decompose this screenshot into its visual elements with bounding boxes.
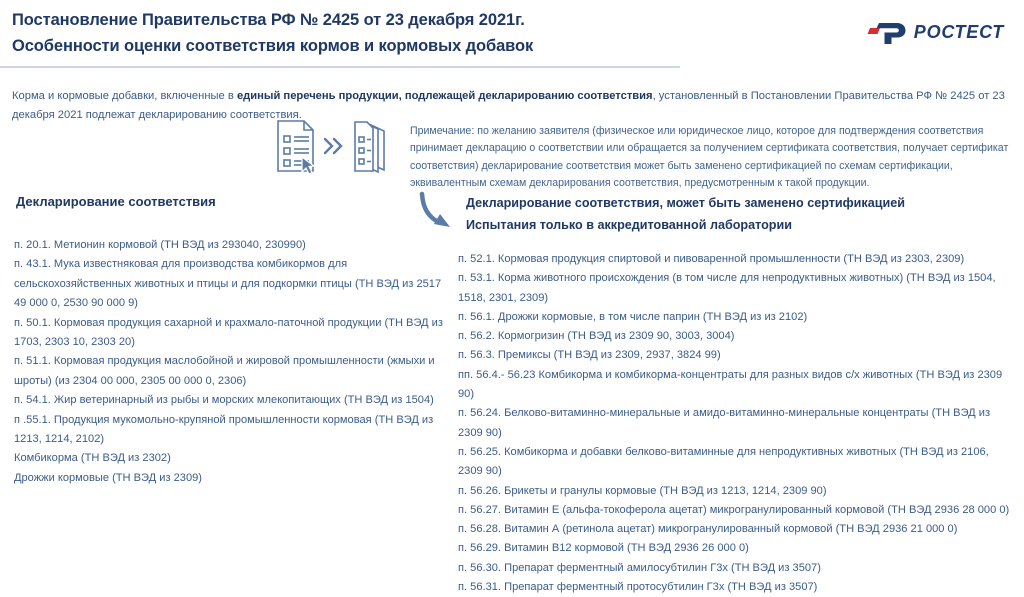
column-heading-right-line-1: Декларирование соответствия, может быть заменено сертификацией xyxy=(466,196,905,210)
list-item: п. 50.1. Кормовая продукция сахарной и крахмало-паточной продукции (ТН ВЭД из 1703, 2303 10, 2303 20) xyxy=(14,316,443,349)
document-flow-icons xyxy=(272,115,402,182)
list-item: п. 54.1. Жир ветеринарный из рыбы и морских млекопитающих (ТН ВЭД из 1504) xyxy=(14,394,434,407)
intro-emphasis: единый перечень продукции, подлежащей декларированию соответствия xyxy=(236,90,653,103)
intro-part-1: Корма и кормовые добавки, включенные в xyxy=(12,90,237,103)
list-item: п. 43.1. Мука известняковая для производства комбикормов для сельскохозяйственных животных и птицы и для подкормки птицы (ТН ВЭД из 2517 49 000 0, 2530 90 000 9) xyxy=(14,258,442,310)
logo-wordmark: РОСТЕСТ xyxy=(913,21,1004,42)
rostest-logo xyxy=(867,12,1004,52)
slide-header xyxy=(0,0,1024,66)
list-item: п. 56.29. Витамин В12 кормовой (ТН ВЭД 2936 26 000 0) xyxy=(458,542,749,555)
declaration-list-right xyxy=(458,250,1014,597)
list-item: Комбикорма (ТН ВЭД из 2302) xyxy=(14,452,171,465)
checklist-document-icon xyxy=(278,121,314,174)
list-item: п. 56.26. Брикеты и гранулы кормовые (ТН ВЭД из 1213, 1214, 2309 90) xyxy=(458,484,827,497)
list-item: п. 56.25. Комбикорма и добавки белково-витаминные для непродуктивных животных (ТН ВЭД из 2106, 2309 90) xyxy=(458,445,989,478)
list-item: п. 56.1. Дрожжи кормовые, в том числе паприн (ТН ВЭД из из 2102) xyxy=(458,310,808,323)
list-item: п .55.1. Продукция мукомольно-крупяной промышленности кормовая (ТН ВЭД из 1213, 1214, 2102) xyxy=(14,413,434,446)
double-chevron-right-icon xyxy=(325,139,341,153)
column-heading-right xyxy=(466,192,1006,236)
list-item: п. 53.1. Корма животного происхождения (в том числе для непродуктивных животных) (ТН ВЭД из 1504, 1518, 2301, 2309) xyxy=(458,272,996,304)
page-title xyxy=(12,7,712,59)
title-line-2: Особенности оценки соответствия кормов и кормовых добавок xyxy=(12,37,534,55)
list-item: п. 56.31. Препарат ферментный протосубтилин Г3х (ТН ВЭД из 3507) xyxy=(458,581,818,594)
declaration-list-left xyxy=(14,236,446,488)
list-item: п. 56.2. Кормогризин (ТН ВЭД из 2309 90, 3003, 3004) xyxy=(458,330,735,343)
rostest-p-mark-icon xyxy=(867,17,907,47)
title-line-1: Постановление Правительства РФ № 2425 от 23 декабря 2021г. xyxy=(12,11,525,29)
list-item: п. 56.3. Премиксы (ТН ВЭД из 2309, 2937, 3824 99) xyxy=(458,349,721,362)
list-item: п. 56.24. Белково-витаминно-минеральные и амидо-витаминно-минеральные концентраты (ТН ВЭД из 2309 90) xyxy=(458,407,991,439)
list-item: Дрожжи кормовые (ТН ВЭД из 2309) xyxy=(14,471,202,484)
column-heading-left: Декларирование соответствия xyxy=(16,194,216,209)
stacked-documents-icon xyxy=(355,122,384,172)
list-item: п. 56.28. Витамин А (ретинола ацетат) микрогранулированный кормовой (ТН ВЭД 2936 21 000 0) xyxy=(458,523,958,536)
list-item: пп. 56.4.- 56.23 Комбикорма и комбикорма-концентраты для разных видов с/х животных (ТН ВЭД из 2309 90) xyxy=(458,368,1003,401)
list-item: п. 20.1. Метионин кормовой (ТН ВЭД из 293040, 230990) xyxy=(14,239,306,251)
column-heading-right-line-2: Испытания только в аккредитованной лаборатории xyxy=(466,218,792,232)
header-divider xyxy=(0,66,680,68)
note-text: Примечание: по желанию заявителя (физическое или юридическое лицо, которое для подтверждения соответствия принимает декларацию о соответствии или обращается за получением сертификата соответствия, получает сертификат соответствия) декларирование соответствия может быть заменено сертификацией по схемам сертификации, эквивалентным схемам декларирования соответствия, предусмотренным к такой продукции. xyxy=(410,124,1009,190)
list-item: п. 56.30. Препарат ферментный амилосубтилин Г3х (ТН ВЭД из 3507) xyxy=(458,561,821,574)
list-item: п. 51.1. Кормовая продукция маслобойной и жировой промышленности (жмыхи и шроты) (из 2304 00 000, 2305 00 000 0, 2306) xyxy=(14,355,435,387)
list-item: п. 56.27. Витамин Е (альфа-токоферола ацетат) микрогранулированный кормовой (ТН ВЭД 2936 28 000 0) xyxy=(458,503,1010,516)
list-item: п. 52.1. Кормовая продукция спиртовой и пивоваренной промышленности (ТН ВЭД из 2303, 2309) xyxy=(458,253,965,265)
intro-part-2: , установленный в Постановлении Правительства РФ № 2425 от 23 декабря 2021 подлежат декларированию соответствия. xyxy=(12,90,1005,122)
note-row xyxy=(0,112,1024,190)
